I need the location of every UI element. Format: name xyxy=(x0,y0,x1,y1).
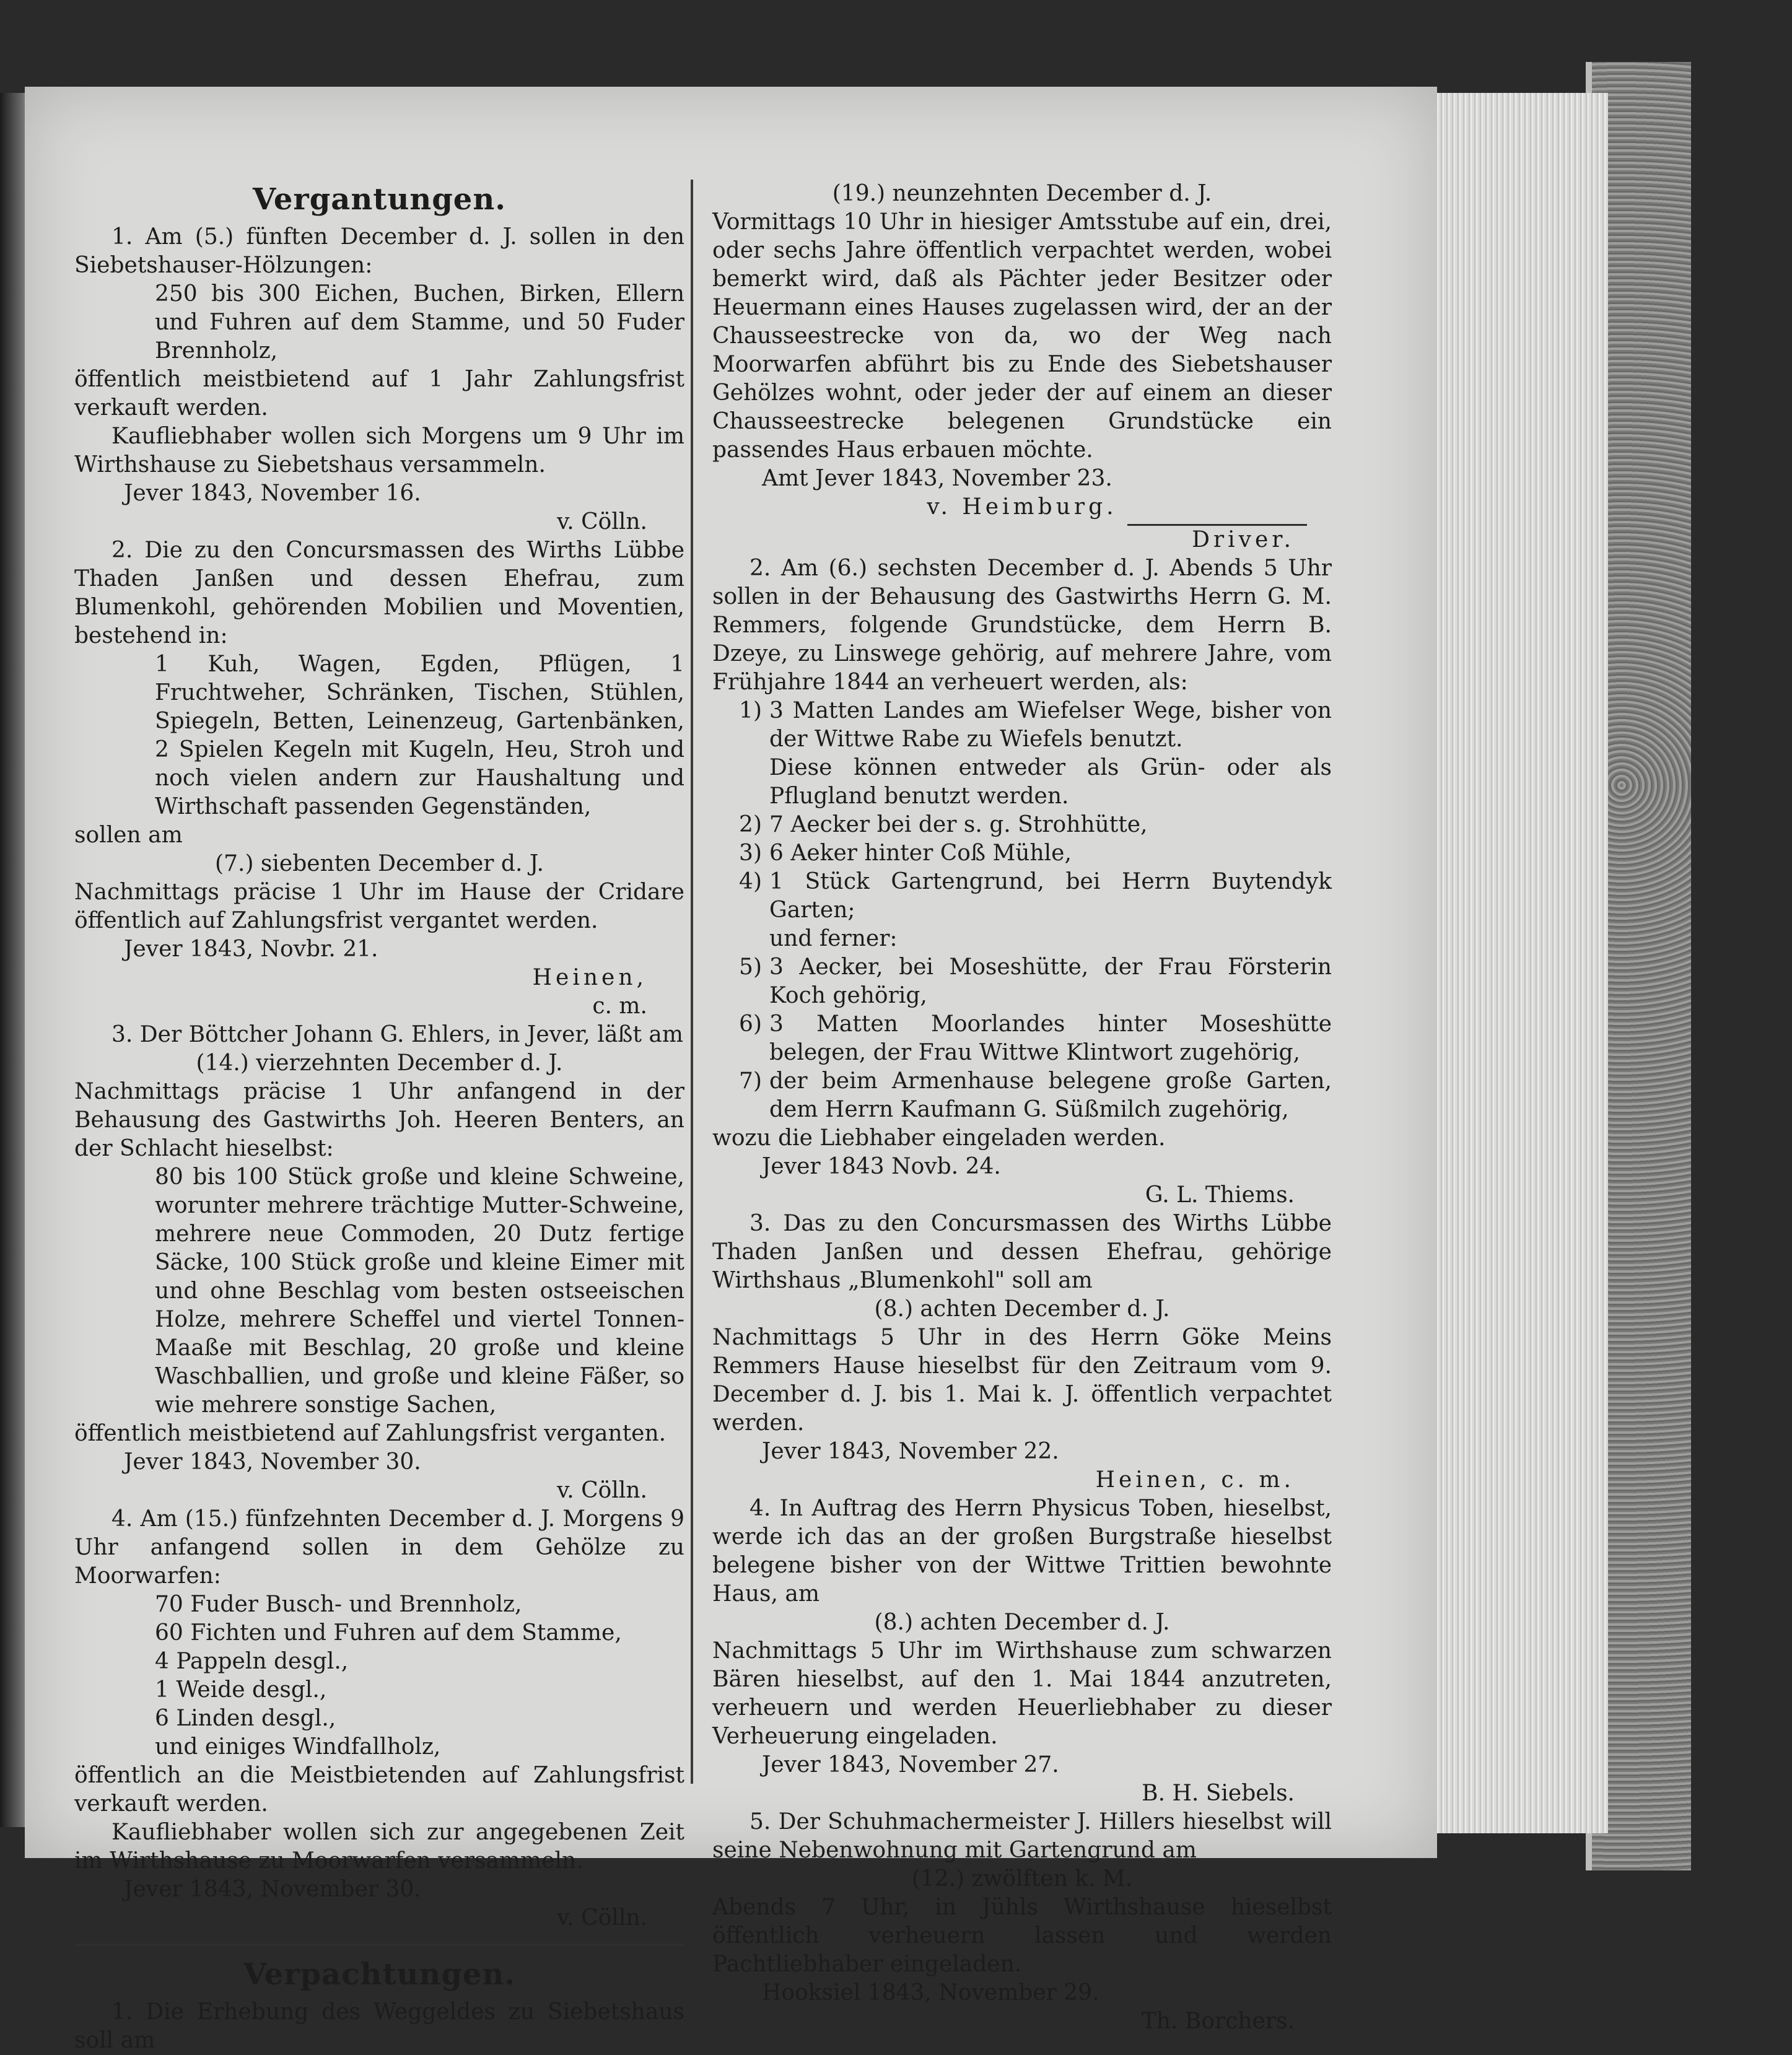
notice-intro: 3. Das zu den Concursmassen des Wirths Lübbe Thaden Janßen und dessen Ehefrau, gehörige Wirthshaus „Blumenkohl" soll am xyxy=(712,1211,1332,1293)
section-rule xyxy=(74,1944,684,1946)
notice-text: öffentlich an die Meistbietenden auf Zahlungsfrist verkauft werden. xyxy=(74,1763,684,1817)
notice-date-line: (8.) achten December d. J. xyxy=(874,1610,1170,1635)
list-item xyxy=(712,1067,1332,1124)
notice-list-extra: und einiges Windfallholz, xyxy=(155,1734,441,1760)
list-number: 5) xyxy=(739,954,762,980)
notice-date: Amt Jever 1843, November 23. xyxy=(762,466,1112,491)
notice-intro: 1. Die Erhebung des Weggeldes zu Siebetshaus soll am xyxy=(74,1999,684,2053)
notice-date: Hooksiel 1843, November 29. xyxy=(762,1980,1099,2005)
notice-signature: Th. Borchers. xyxy=(1141,2009,1295,2034)
section-heading-verpachtungen: Verpachtungen. xyxy=(243,1957,516,1992)
list-item xyxy=(712,754,1332,811)
notice-1 xyxy=(74,223,684,536)
notice-signature: Heinen, xyxy=(532,965,647,990)
notice-signature: Heinen, c. m. xyxy=(1095,1467,1295,1493)
notice-list-item: 1 Weide desgl., xyxy=(155,1677,327,1703)
lease-1-continued xyxy=(712,180,1332,554)
list-item xyxy=(712,1010,1332,1067)
notice-list: 80 bis 100 Stück große und kleine Schweine, worunter mehrere trächtige Mutter-Schweine, mehrere neue Commoden, 20 Dutz fertige Säcke, 100 Stück große und kleine Eimer mit und ohne Beschlag vom besten ostseeischen Holze, mehrere Scheffel und viertel Tonnen-Maaße mit Beschlag, 20 große und kleine Waschballien, und große und kleine Fäßer, so wie mehrere sonstige Sachen, xyxy=(155,1164,684,1418)
notice-list-item: 4 Pappeln desgl., xyxy=(155,1649,349,1674)
notice-signature: v. Heimburg. xyxy=(927,494,1117,520)
column-divider xyxy=(691,180,693,1784)
list-number: 2) xyxy=(739,812,762,837)
notice-text: öffentlich meistbietend auf 1 Jahr Zahlungsfrist verkauft werden. xyxy=(74,367,684,421)
list-item xyxy=(712,697,1332,754)
lease-3 xyxy=(712,1210,1332,1494)
notice-list-item: 60 Fichten und Fuhren auf dem Stamme, xyxy=(155,1620,622,1646)
notice-date-line: (8.) achten December d. J. xyxy=(874,1296,1170,1322)
notice-list: 250 bis 300 Eichen, Buchen, Birken, Ellern und Fuhren auf dem Stamme, und 50 Fuder Brennholz, xyxy=(155,281,684,364)
notice-signature: B. H. Siebels. xyxy=(1142,1781,1295,1806)
lease-4 xyxy=(712,1494,1332,1808)
notice-date: Jever 1843 Novb. 24. xyxy=(762,1154,1001,1179)
notice-list-item: 6 Linden desgl., xyxy=(155,1706,336,1731)
notice-text: Nachmittags präcise 1 Uhr im Hause der Cridare öffentlich auf Zahlungsfrist vergantet werden. xyxy=(74,879,684,933)
notice-intro: 5. Der Schuhmachermeister J. Hillers hieselbst will seine Nebenwohnung mit Gartengrund am xyxy=(712,1809,1332,1863)
lease-5 xyxy=(712,1808,1332,2036)
notice-date: Jever 1843, November 30. xyxy=(124,1877,421,1902)
notice-2 xyxy=(74,536,684,1021)
list-item xyxy=(712,868,1332,925)
notice-note: Kaufliebhaber wollen sich zur angegebenen Zeit im Wirthshause zu Moorwarfen versammeln. xyxy=(74,1820,684,1874)
notice-text: Nachmittags 5 Uhr im Wirthshause zum schwarzen Bären hieselbst, auf den 1. Mai 1844 anzutreten, verheuern und werden Heuerliebhaber zu dieser Verheuerung eingeladen. xyxy=(712,1638,1332,1749)
notice-4 xyxy=(74,1505,684,1932)
list-item xyxy=(712,811,1332,839)
notice-text: Nachmittags präcise 1 Uhr anfangend in der Behausung des Gastwirths Joh. Heeren Benters, an der Schlacht hieselbst: xyxy=(74,1079,684,1161)
section-heading-vergantungen: Vergantungen. xyxy=(253,182,506,217)
notice-signature: G. L. Thiems. xyxy=(1145,1182,1295,1208)
list-text: 1 Stück Gartengrund, bei Herrn Buytendyk Garten; xyxy=(769,869,1332,923)
list-text: 6 Aeker hinter Coß Mühle, xyxy=(769,840,1072,866)
notice-text: Abends 7 Uhr, in Jühls Wirthshause hieselbst öffentlich verheuern lassen und werden Pachtliebhaber eingeladen. xyxy=(712,1895,1332,1977)
list-number xyxy=(712,754,769,811)
notice-text: Nachmittags 5 Uhr in des Herrn Göke Meins Remmers Hause hieselbst für den Zeitraum vom 9. December d. J. bis 1. Mai k. J. öffentlich verpachtet werden. xyxy=(712,1325,1332,1436)
notice-intro: 2. Am (6.) sechsten December d. J. Abends 5 Uhr sollen in der Behausung des Gastwirths Herrn G. M. Remmers, folgende Grundstücke, dem Herrn B. Dzeye, zu Linswege gehörig, auf mehrere Jahre, vom Frühjahre 1844 an verheuert werden, als: xyxy=(712,556,1332,695)
notice-intro: 3. Der Böttcher Johann G. Ehlers, in Jever, läßt am xyxy=(111,1022,683,1047)
notice-list-item: 70 Fuder Busch- und Brennholz, xyxy=(155,1592,522,1617)
notice-list: 1 Kuh, Wagen, Egden, Pflügen, 1 Fruchtweher, Schränken, Tischen, Stühlen, Spiegeln, Betten, Leinenzeug, Gartenbänken, 2 Spielen Kegeln mit Kugeln, Heu, Stroh und noch vielen andern zur Haushaltung und Wirthschaft passenden Gegenständen, xyxy=(155,652,684,819)
notice-intro: 4. Am (15.) fünfzehnten December d. J. Morgens 9 Uhr anfangend sollen in dem Gehölze zu Moorwarfen: xyxy=(74,1506,684,1589)
list-text: der beim Armenhause belegene große Garten, dem Herrn Kaufmann G. Süßmilch zugehörig, xyxy=(769,1068,1332,1122)
notice-intro: 1. Am (5.) fünften December d. J. sollen in den Siebetshauser-Hölzungen: xyxy=(74,224,684,278)
list-number: 4) xyxy=(739,869,762,894)
right-column xyxy=(712,180,1332,2036)
list-number: 3) xyxy=(739,840,762,866)
notice-text: wozu die Liebhaber eingeladen werden. xyxy=(712,1125,1166,1151)
notice-intro: 4. In Auftrag des Herrn Physicus Toben, hieselbst, werde ich das an der großen Burgstraße hieselbst belegene bisher von der Wittwe Trittien bewohnte Haus, am xyxy=(712,1496,1332,1607)
list-number xyxy=(712,925,769,953)
notice-intro: 2. Die zu den Concursmassen des Wirths Lübbe Thaden Janßen und dessen Ehefrau, zum Blumenkohl, gehörenden Mobilien und Moventien, bestehend in: xyxy=(74,538,684,648)
notice-signature-suffix: c. m. xyxy=(592,993,647,1019)
notice-date-line: (14.) vierzehnten December d. J. xyxy=(196,1050,563,1076)
notice-text: Vormittags 10 Uhr in hiesiger Amtsstube auf ein, drei, oder sechs Jahre öffentlich verpachtet werden, wobei bemerkt wird, daß als Pächter jeder Besitzer oder Heuermann eines Hauses zugelassen wird, der an der Chausseestrecke von da, wo der Weg nach Moorwarfen abführt bis zu Ende des Siebetshauser Gehölzes wohnt, oder jeder der auf einem an dieser Chausseestrecke belegenen Grundstücke ein passendes Haus erbauen möchte. xyxy=(712,209,1332,463)
list-text: 7 Aecker bei der s. g. Strohhütte, xyxy=(769,812,1148,837)
notice-signature-secondary: Driver. xyxy=(1192,527,1295,552)
list-number: 1) xyxy=(739,698,762,723)
list-text: und ferner: xyxy=(769,926,898,951)
notice-date: Jever 1843, November 27. xyxy=(762,1752,1059,1778)
notice-signature: v. Cölln. xyxy=(557,1905,647,1931)
page-block-edge xyxy=(1425,93,1608,1833)
notice-3 xyxy=(74,1021,684,1505)
notice-date: Jever 1843, November 30. xyxy=(124,1449,421,1475)
list-item xyxy=(712,839,1332,868)
list-text: 3 Matten Moorlandes hinter Moseshütte belegen, der Frau Wittwe Klintwort zugehörig, xyxy=(769,1011,1332,1065)
notice-date: Jever 1843, November 22. xyxy=(762,1439,1059,1464)
list-item xyxy=(712,953,1332,1010)
list-number: 6) xyxy=(739,1011,762,1037)
list-text: 3 Aecker, bei Moseshütte, der Frau Försterin Koch gehörig, xyxy=(769,954,1332,1008)
notice-text: sollen am xyxy=(74,822,183,848)
notice-signature: v. Cölln. xyxy=(557,509,647,534)
lease-2 xyxy=(712,554,1332,1210)
notice-signature: v. Cölln. xyxy=(557,1478,647,1503)
list-text: 3 Matten Landes am Wiefelser Wege, bisher von der Wittwe Rabe zu Wiefels benutzt. xyxy=(769,698,1332,752)
notice-text: öffentlich meistbietend auf Zahlungsfrist verganten. xyxy=(74,1421,667,1446)
left-column xyxy=(74,180,684,2055)
notice-date: Jever 1843, November 16. xyxy=(124,481,421,506)
notice-note: Kaufliebhaber wollen sich Morgens um 9 Uhr im Wirthshause zu Siebetshaus versammeln. xyxy=(74,424,684,478)
notice-date-line: (7.) siebenten December d. J. xyxy=(215,851,544,876)
list-item xyxy=(712,925,1332,953)
list-number: 7) xyxy=(739,1068,762,1094)
notice-date-line: (12.) zwölften k. M. xyxy=(911,1866,1133,1891)
notice-date-line: (19.) neunzehnten December d. J. xyxy=(832,181,1212,206)
list-text: Diese können entweder als Grün- oder als Pflugland benutzt werden. xyxy=(769,755,1332,809)
notice-date: Jever 1843, Novbr. 21. xyxy=(124,936,378,962)
